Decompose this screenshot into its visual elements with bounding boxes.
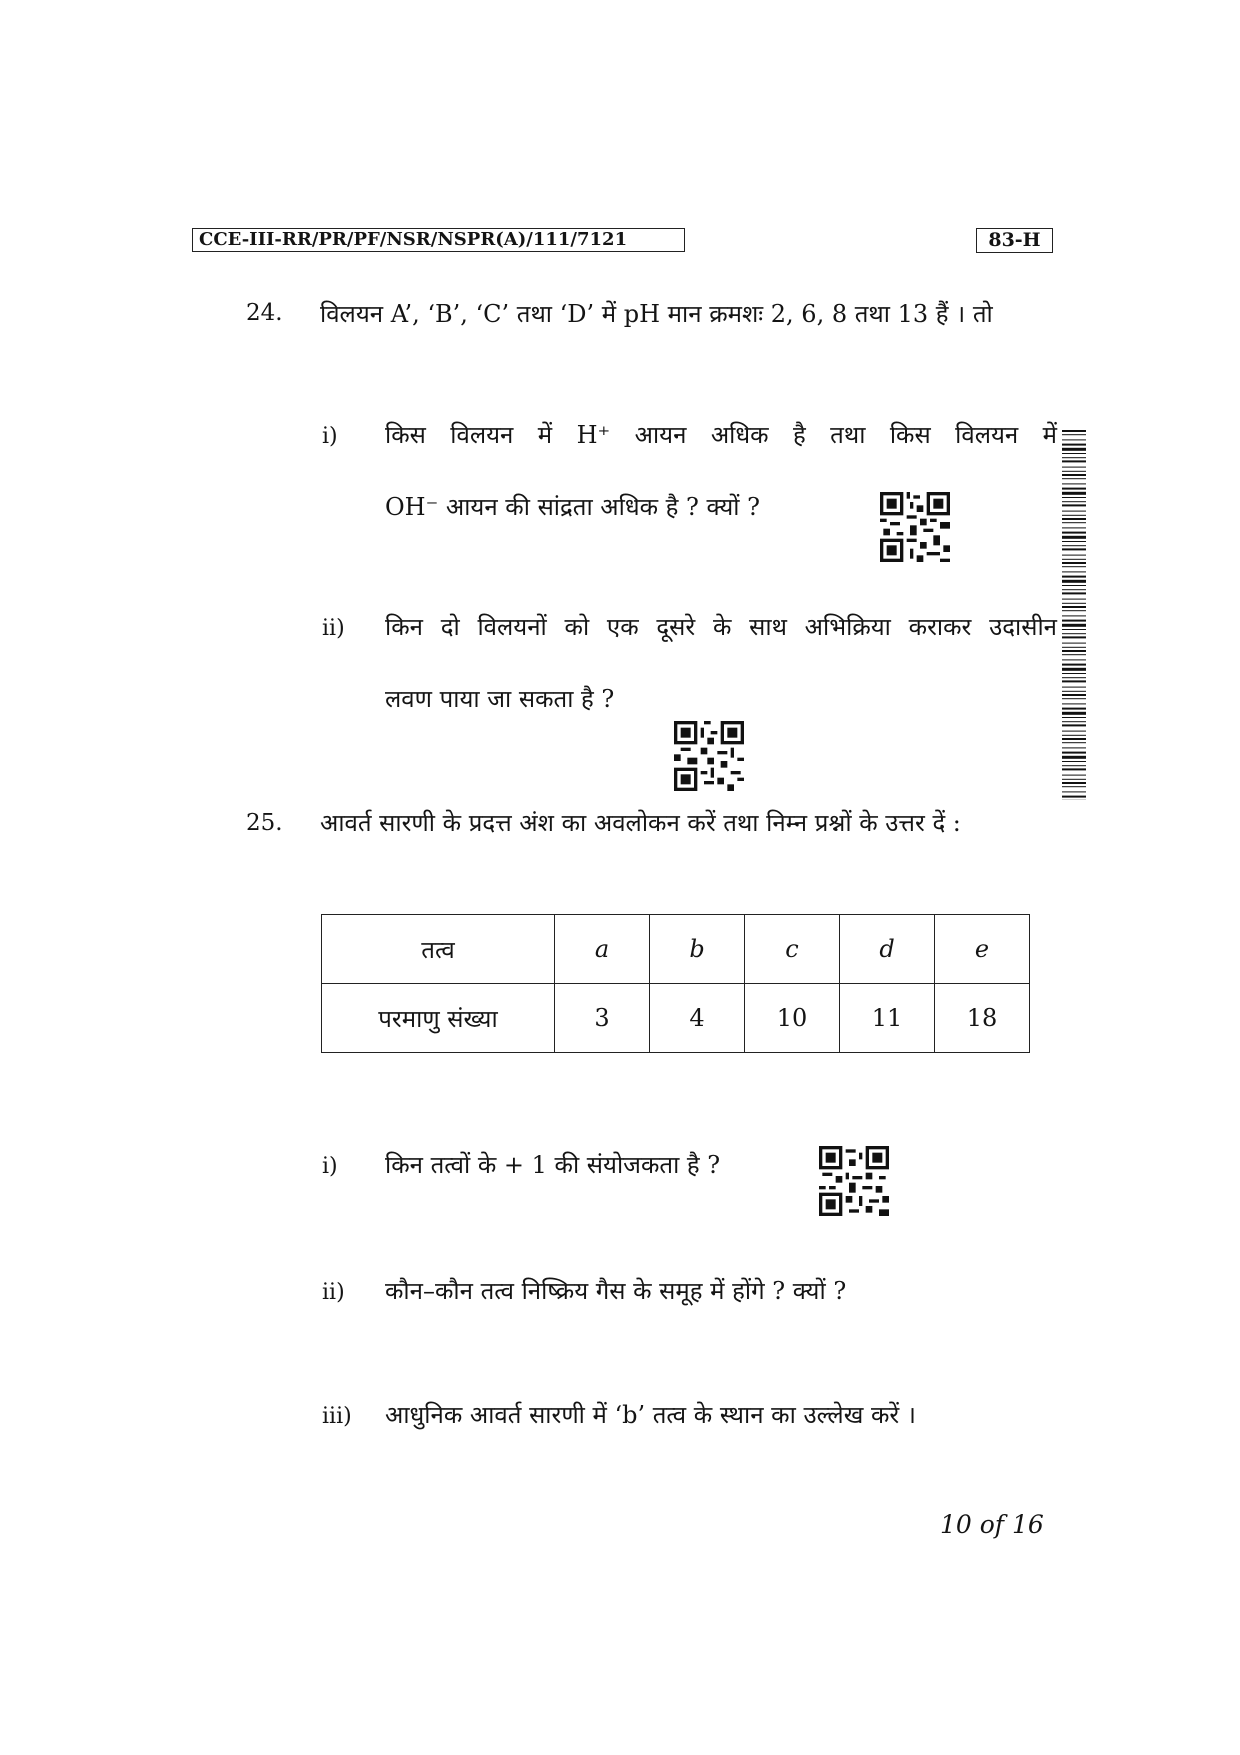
element-table	[321, 914, 1030, 1053]
table-cell: 3	[555, 984, 650, 1053]
table-cell: 18	[935, 984, 1030, 1053]
question-25-number: 25.	[246, 810, 283, 836]
q25-part-i-label: i)	[322, 1154, 338, 1179]
q24-part-ii-line1: किन दो विलयनों को एक दूसरे के साथ अभिक्रिया कराकर उदासीन	[385, 613, 1057, 641]
q25-part-iii-label: iii)	[322, 1404, 352, 1429]
question-25-text: आवर्त सारणी के प्रदत्त अंश का अवलोकन करें तथा निम्न प्रश्नों के उत्तर दें :	[320, 809, 961, 837]
table-cell: a	[555, 915, 650, 984]
qr-code-icon	[673, 721, 745, 791]
q25-part-ii-label: ii)	[322, 1280, 345, 1305]
question-24-number: 24.	[246, 300, 283, 326]
q24-part-i-line1: किस विलयन में H⁺ आयन अधिक है तथा किस विलयन में	[385, 421, 1057, 449]
table-cell: d	[840, 915, 935, 984]
set-code: 83-H	[976, 228, 1053, 253]
q25-part-ii-text: कौन–कौन तत्व निष्क्रिय गैस के समूह में होंगे ? क्यों ?	[385, 1277, 847, 1305]
q24-part-i-label: i)	[322, 424, 338, 449]
paper-code: CCE-III-RR/PR/PF/NSR/NSPR(A)/111/7121	[192, 228, 685, 252]
qr-code-icon	[818, 1146, 890, 1216]
q24-part-i-line2: OH⁻ आयन की सांद्रता अधिक है ? क्यों ?	[385, 493, 760, 521]
table-cell: 10	[745, 984, 840, 1053]
table-cell: c	[745, 915, 840, 984]
table-cell: 11	[840, 984, 935, 1053]
table-row	[322, 915, 1030, 984]
qr-code-icon	[879, 492, 951, 562]
q24-part-ii-line2: लवण पाया जा सकता है ?	[385, 685, 615, 713]
table-cell: 4	[650, 984, 745, 1053]
table-cell: e	[935, 915, 1030, 984]
q24-part-ii-label: ii)	[322, 616, 345, 641]
barcode-icon	[1062, 430, 1086, 800]
q25-part-i-text: किन तत्वों के + 1 की संयोजकता है ?	[385, 1151, 721, 1179]
page-number: 10 of 16	[940, 1510, 1044, 1539]
table-header-atomic-number: परमाणु संख्या	[322, 984, 555, 1053]
q25-part-iii-text: आधुनिक आवर्त सारणी में ‘b’ तत्व के स्थान का उल्लेख करें ।	[385, 1401, 916, 1429]
table-cell: b	[650, 915, 745, 984]
table-row	[322, 984, 1030, 1053]
question-24-text: विलयन A’, ‘B’, ‘C’ तथा ‘D’ में pH मान क्रमशः 2, 6, 8 तथा 13 हैं । तो	[320, 300, 993, 328]
table-header-element: तत्व	[322, 915, 555, 984]
